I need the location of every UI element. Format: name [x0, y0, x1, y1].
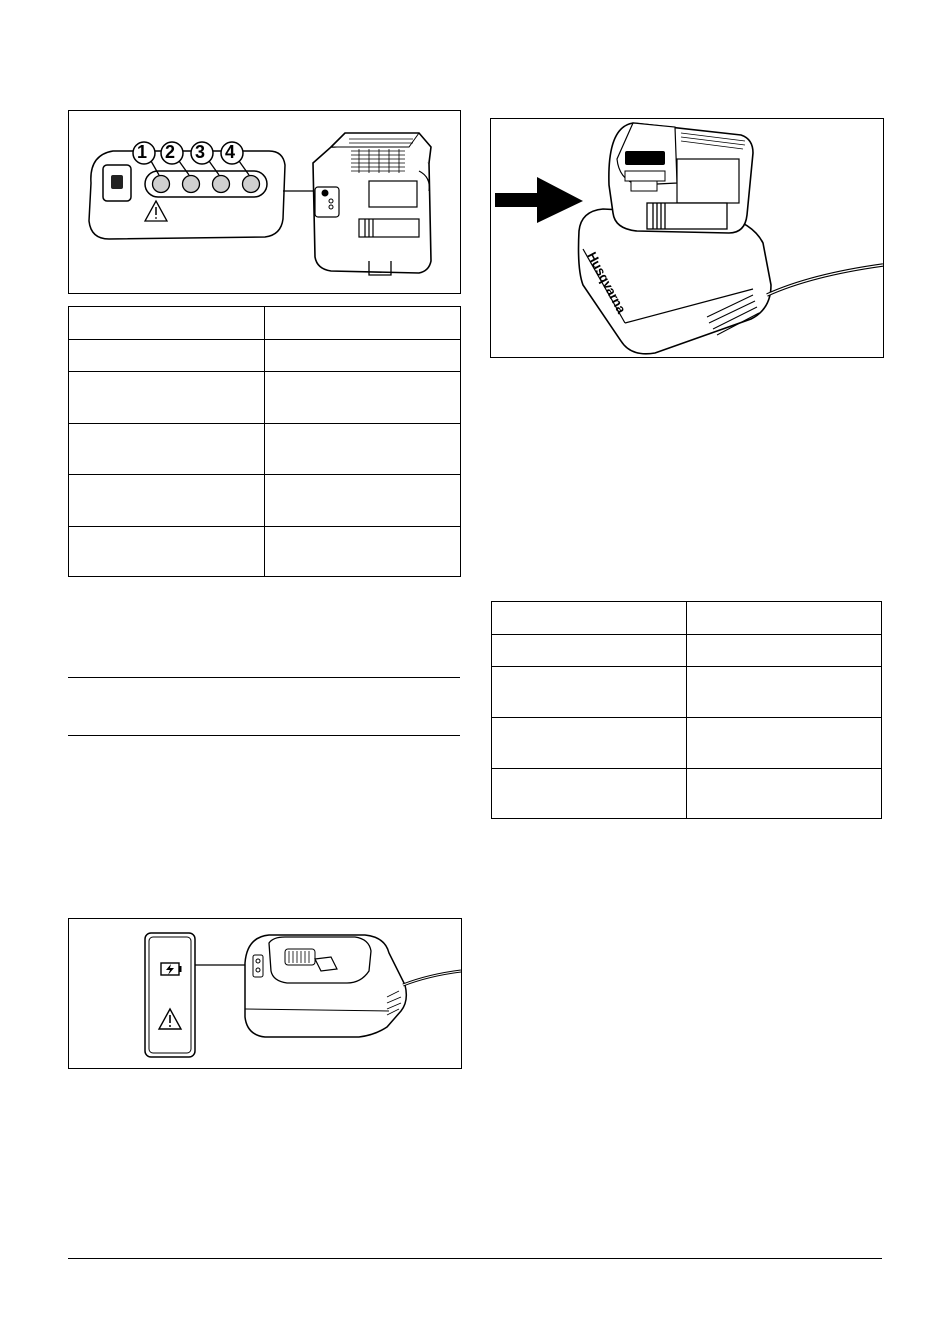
- led-2: [183, 176, 200, 193]
- table-cell: [69, 475, 265, 527]
- battery-indicator-figure: [68, 110, 461, 294]
- charger-brand-text: Husqvarna: [584, 249, 630, 316]
- battery-status-table: [68, 306, 461, 577]
- table-cell: [687, 667, 882, 718]
- callout-3: 3: [195, 142, 206, 162]
- table-row: [492, 635, 882, 667]
- insert-arrow-icon: [495, 177, 583, 223]
- table-row: [69, 527, 461, 577]
- led-1: [153, 176, 170, 193]
- table-cell: [265, 475, 461, 527]
- table-cell: [265, 424, 461, 475]
- table-cell: [687, 769, 882, 819]
- table-cell: [492, 635, 687, 667]
- insert-battery-illustration: [491, 119, 883, 357]
- table-cell: [69, 527, 265, 577]
- table-cell: [265, 527, 461, 577]
- table-cell: [687, 718, 882, 769]
- note-top-rule: [68, 677, 460, 678]
- table-cell: [69, 340, 265, 372]
- table-cell: [492, 667, 687, 718]
- table-row: [492, 667, 882, 718]
- led-4: [243, 176, 260, 193]
- table-cell: [265, 307, 461, 340]
- table-cell: [69, 372, 265, 424]
- table-cell: [69, 307, 265, 340]
- charger-indicator-illustration: [69, 919, 461, 1068]
- callout-1: 1: [137, 142, 148, 162]
- table-cell: [69, 424, 265, 475]
- table-row: [492, 602, 882, 635]
- table-cell: [492, 602, 687, 635]
- note-bottom-rule: [68, 735, 460, 736]
- led-3: [213, 176, 230, 193]
- table-row: [69, 372, 461, 424]
- table-row: [69, 340, 461, 372]
- battery-indicator-illustration: [69, 111, 460, 293]
- callout-2: 2: [165, 142, 176, 162]
- table-cell: [687, 635, 882, 667]
- callout-4: 4: [225, 142, 236, 162]
- insert-battery-figure: [490, 118, 884, 358]
- table-cell: [687, 602, 882, 635]
- table-cell: [265, 372, 461, 424]
- table-row: [69, 424, 461, 475]
- charger-status-table: [491, 601, 882, 819]
- table-cell: [265, 340, 461, 372]
- footer-rule: [68, 1258, 882, 1259]
- table-row: [69, 475, 461, 527]
- table-row: [492, 769, 882, 819]
- table-row: [69, 307, 461, 340]
- charger-indicator-figure: [68, 918, 462, 1069]
- table-cell: [492, 769, 687, 819]
- table-row: [492, 718, 882, 769]
- table-cell: [492, 718, 687, 769]
